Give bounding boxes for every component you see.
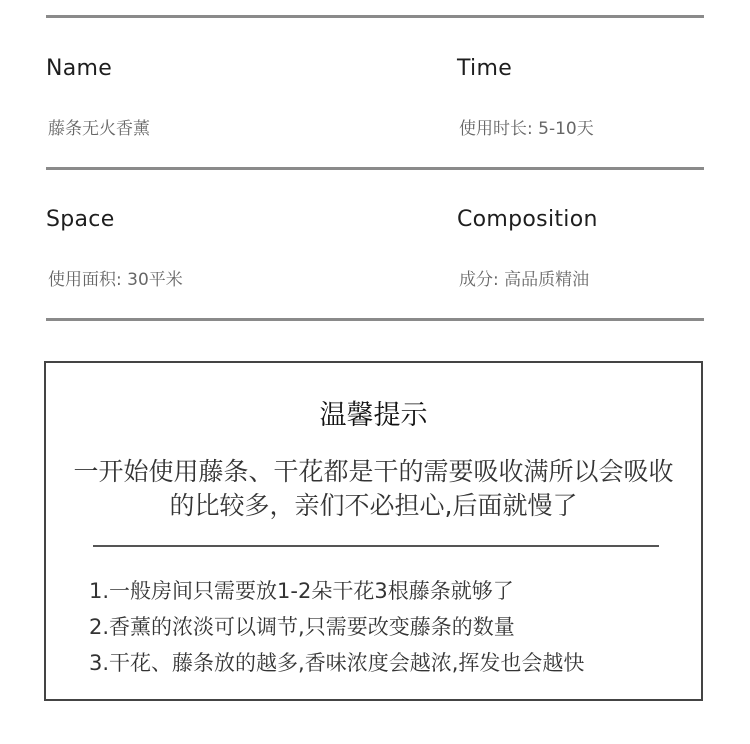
tips-box [44,361,703,701]
name-value: 藤条无火香薰 [48,119,150,139]
tips-title: 温馨提示 [319,400,428,431]
tips-list [89,573,584,681]
tips-item-3: 3.干花、藤条放的越多,香味浓度会越浓,挥发也会越快 [89,651,585,675]
tips-divider [93,545,659,547]
composition-value: 成分: 高品质精油 [459,270,590,290]
time-label: Time [457,56,513,81]
space-label: Space [46,207,115,232]
space-value: 使用面积: 30平米 [48,270,183,290]
bottom-divider [46,318,704,321]
middle-divider [46,167,704,170]
top-divider [46,15,704,18]
composition-label: Composition [457,207,598,232]
name-label: Name [46,56,113,81]
tips-description: 一开始使用藤条、干花都是干的需要吸收满所以会吸收的比较多，亲们不必担心,后面就慢了 [73,457,674,520]
tips-item-2: 2.香薰的浓淡可以调节,只需要改变藤条的数量 [89,615,515,639]
time-value: 使用时长: 5-10天 [459,119,594,139]
tips-item-1: 1.一般房间只需要放1-2朵干花3根藤条就够了 [89,579,514,603]
